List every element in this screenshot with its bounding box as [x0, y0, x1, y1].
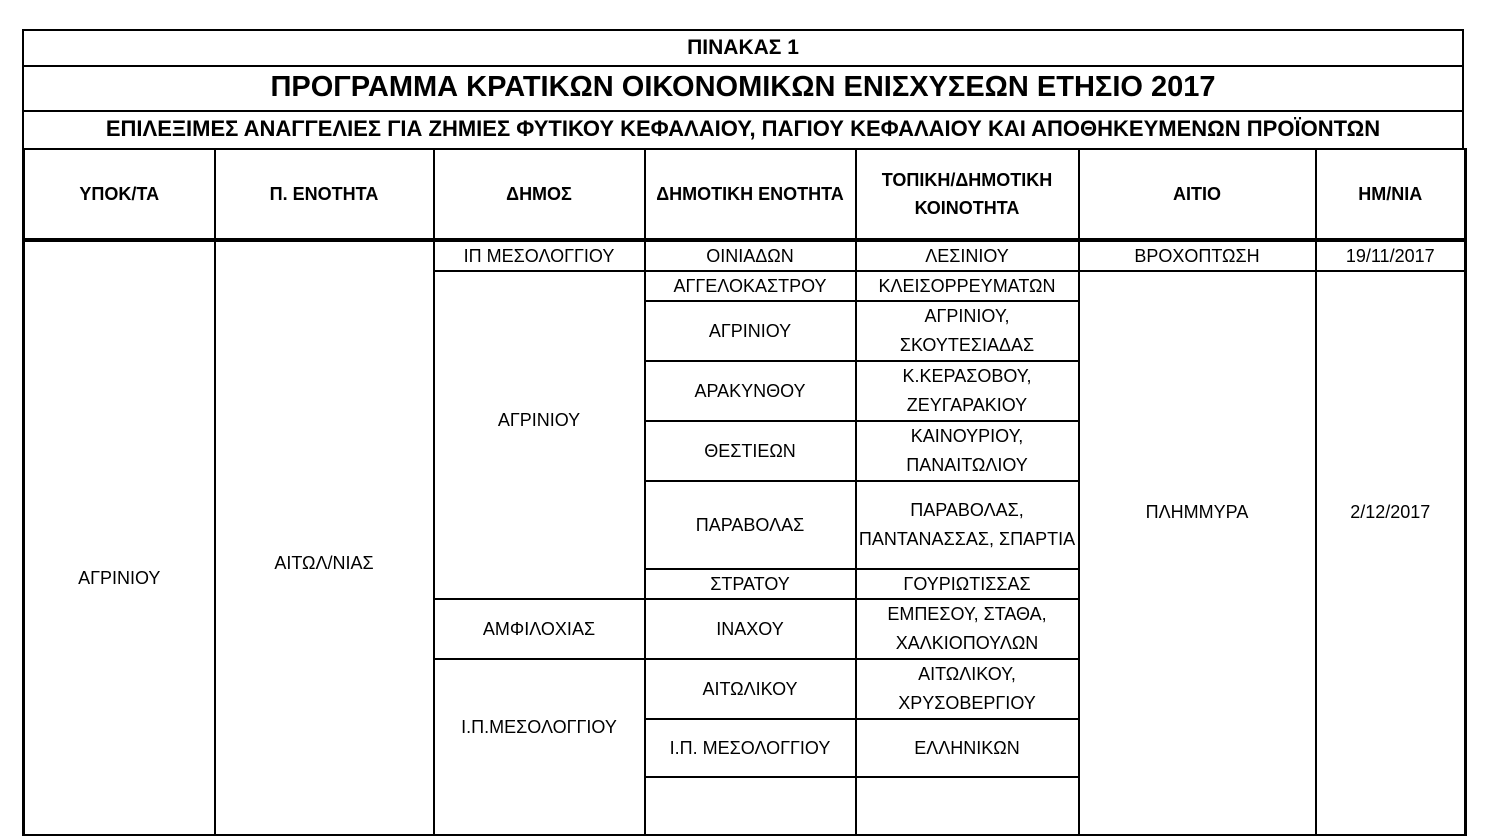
dimotiki-enotita-cell: ΟΙΝΙΑΔΩΝ	[645, 240, 856, 271]
date-cell: 2/12/2017	[1316, 271, 1466, 835]
dimotiki-enotita-cell: ΑΡΑΚΥΝΘΟΥ	[645, 361, 856, 421]
table-subtitle: ΕΠΙΛΕΞΙΜΕΣ ΑΝΑΓΓΕΛΙΕΣ ΓΙΑ ΖΗΜΙΕΣ ΦΥΤΙΚΟΥ ΚΕΦΑΛΑΙΟΥ, ΠΑΓΙΟΥ ΚΕΦΑΛΑΙΟΥ ΚΑΙ ΑΠΟΘΗΚΕΥΜΕΝΩΝ ΠΡΟΪΟΝΤΩΝ	[22, 110, 1464, 150]
topiki-koinotita-cell: Κ.ΚΕΡΑΣΟΒΟΥ, ΖΕΥΓΑΡΑΚΙΟΥ	[856, 361, 1079, 421]
dimos-cell: ΙΠ ΜΕΣΟΛΟΓΓΙΟΥ	[434, 240, 645, 271]
column-header-ypok: ΥΠΟΚ/ΤΑ	[24, 149, 215, 240]
topiki-koinotita-cell: ΕΜΠΕΣΟΥ, ΣΤΑΘΑ, ΧΑΛΚΙΟΠΟΥΛΩΝ	[856, 599, 1079, 659]
column-header-aitio: ΑΙΤΙΟ	[1079, 149, 1316, 240]
dimos-cell: ΑΓΡΙΝΙΟΥ	[434, 271, 645, 599]
column-header-date: ΗΜ/ΝΙΑ	[1316, 149, 1466, 240]
dimos-cell: ΑΜΦΙΛΟΧΙΑΣ	[434, 599, 645, 659]
ypok-cell: ΑΓΡΙΝΙΟΥ	[24, 240, 215, 835]
dimotiki-enotita-cell	[645, 777, 856, 835]
topiki-koinotita-cell	[856, 777, 1079, 835]
dimotiki-enotita-cell: ΣΤΡΑΤΟΥ	[645, 569, 856, 599]
topiki-koinotita-cell: ΕΛΛΗΝΙΚΩΝ	[856, 719, 1079, 777]
column-header-topiki-koinotita: ΤΟΠΙΚΗ/ΔΗΜΟΤΙΚΗ ΚΟΙΝΟΤΗΤΑ	[856, 149, 1079, 240]
p-enotita-cell: ΑΙΤΩΛ/ΝΙΑΣ	[215, 240, 434, 835]
topiki-koinotita-cell: ΠΑΡΑΒΟΛΑΣ, ΠΑΝΤΑΝΑΣΣΑΣ, ΣΠΑΡΤΙΑ	[856, 481, 1079, 569]
column-header-p-enotita: Π. ΕΝΟΤΗΤΑ	[215, 149, 434, 240]
damage-reports-table	[22, 148, 1467, 836]
topiki-koinotita-cell: ΛΕΣΙΝΙΟΥ	[856, 240, 1079, 271]
dimos-cell: Ι.Π.ΜΕΣΟΛΟΓΓΙΟΥ	[434, 659, 645, 835]
table-row	[24, 240, 1466, 271]
table-number-title: ΠΙΝΑΚΑΣ 1	[22, 29, 1464, 67]
topiki-koinotita-cell: ΚΛΕΙΣΟΡΡΕΥΜΑΤΩΝ	[856, 271, 1079, 301]
dimotiki-enotita-cell: ΘΕΣΤΙΕΩΝ	[645, 421, 856, 481]
column-header-dimos: ΔΗΜΟΣ	[434, 149, 645, 240]
topiki-koinotita-cell: ΓΟΥΡΙΩΤΙΣΣΑΣ	[856, 569, 1079, 599]
header-row	[24, 149, 1466, 240]
aitio-cell: ΠΛΗΜΜΥΡΑ	[1079, 271, 1316, 835]
dimotiki-enotita-cell: ΑΓΓΕΛΟΚΑΣΤΡΟΥ	[645, 271, 856, 301]
aitio-cell: ΒΡΟΧΟΠΤΩΣΗ	[1079, 240, 1316, 271]
topiki-koinotita-cell: ΚΑΙΝΟΥΡΙΟΥ, ΠΑΝΑΙΤΩΛΙΟΥ	[856, 421, 1079, 481]
dimotiki-enotita-cell: ΑΓΡΙΝΙΟΥ	[645, 301, 856, 361]
dimotiki-enotita-cell: ΑΙΤΩΛΙΚΟΥ	[645, 659, 856, 719]
topiki-koinotita-cell: ΑΓΡΙΝΙΟΥ, ΣΚΟΥΤΕΣΙΑΔΑΣ	[856, 301, 1079, 361]
program-title: ΠΡΟΓΡΑΜΜΑ ΚΡΑΤΙΚΩΝ ΟΙΚΟΝΟΜΙΚΩΝ ΕΝΙΣΧΥΣΕΩΝ ΕΤΗΣΙΟ 2017	[22, 65, 1464, 112]
dimotiki-enotita-cell: ΙΝΑΧΟΥ	[645, 599, 856, 659]
column-header-dimotiki-enotita: ΔΗΜΟΤΙΚΗ ΕΝΟΤΗΤΑ	[645, 149, 856, 240]
topiki-koinotita-cell: ΑΙΤΩΛΙΚΟΥ, ΧΡΥΣΟΒΕΡΓΙΟΥ	[856, 659, 1079, 719]
dimotiki-enotita-cell: ΠΑΡΑΒΟΛΑΣ	[645, 481, 856, 569]
date-cell: 19/11/2017	[1316, 240, 1466, 271]
dimotiki-enotita-cell: Ι.Π. ΜΕΣΟΛΟΓΓΙΟΥ	[645, 719, 856, 777]
